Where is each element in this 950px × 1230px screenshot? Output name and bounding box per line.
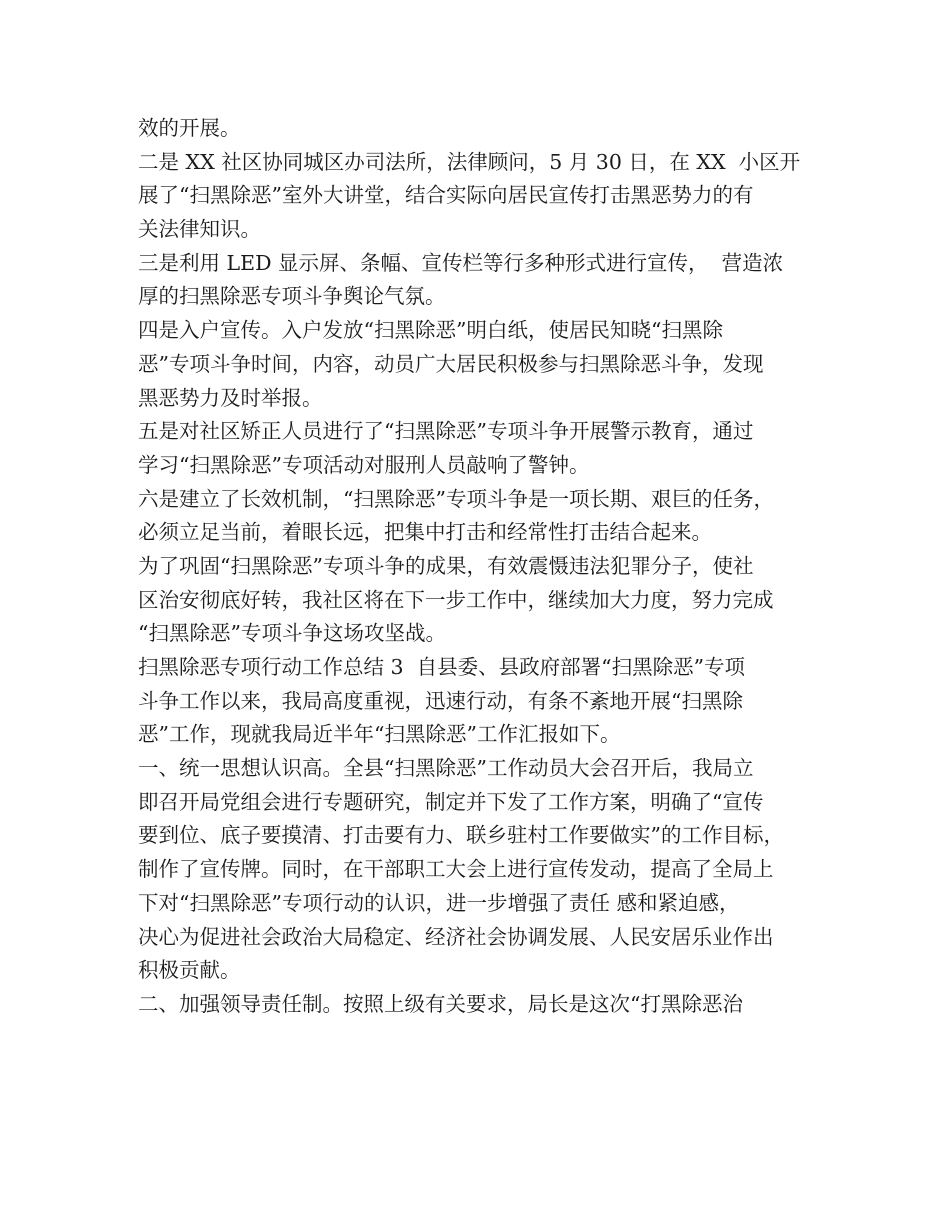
text-line: 三是利用 LED 显示屏、条幅、宣传栏等行多种形式进行宣传， 营造浓 bbox=[138, 250, 784, 275]
text-line: 黑恶势力及时举报。 bbox=[138, 385, 323, 410]
text-line: 六是建立了长效机制，“扫黑除恶”专项斗争是一项长期、艰巨的任务， bbox=[138, 486, 774, 511]
text-line: 厚的扫黑除恶专项斗争舆论气氛。 bbox=[138, 284, 446, 309]
text-line: 四是入户宣传。入户发放“扫黑除恶”明白纸，使居民知晓“扫黑除 bbox=[138, 318, 723, 343]
text-line: 展了“扫黑除恶”室外大讲堂，结合实际向居民宣传打击黑恶势力的有 bbox=[138, 183, 754, 208]
text-line: 区治安彻底好转，我社区将在下一步工作中，继续加大力度，努力完成 bbox=[138, 587, 774, 612]
text-line: 下对“扫黑除恶”专项行动的认识，进一步增强了责任 感和紧迫感， bbox=[138, 890, 740, 915]
text-line: 必须立足当前，着眼长远，把集中打击和经常性打击结合起来。 bbox=[138, 520, 712, 545]
text-line: 二是 XX 社区协同城区办司法所，法律顾问，5 月 30 日，在 XX 小区开 bbox=[138, 149, 801, 174]
text-line: 斗争工作以来，我局高度重视，迅速行动，有条不紊地开展“扫黑除 bbox=[138, 688, 743, 713]
text-line: 制作了宣传牌。同时，在干部职工大会上进行宣传发动，提高了全局上 bbox=[138, 857, 774, 882]
text-line: 五是对社区矫正人员进行了“扫黑除恶”专项斗争开展警示教育，通过 bbox=[138, 419, 754, 444]
text-line: 效的开展。 bbox=[138, 116, 241, 140]
document-body bbox=[138, 112, 828, 1022]
text-line: 积极贡献。 bbox=[138, 958, 241, 983]
text-line: 一、统一思想认识高。全县“扫黑除恶”工作动员大会召开后，我局立 bbox=[138, 756, 754, 781]
text-line: 即召开局党组会进行专题研究，制定并下发了工作方案，明确了“宣传 bbox=[138, 789, 764, 814]
text-line: 恶”专项斗争时间，内容，动员广大居民积极参与扫黑除恶斗争，发现 bbox=[138, 351, 764, 376]
text-line: 要到位、底子要摸清、打击要有力、联乡驻村工作要做实”的工作目标， bbox=[138, 823, 784, 848]
text-line: 关法律知识。 bbox=[138, 217, 261, 242]
text-line: 学习“扫黑除恶”专项活动对服刑人员敲响了警钟。 bbox=[138, 452, 590, 477]
text-line: 扫黑除恶专项行动工作总结 3 自县委、县政府部署“扫黑除恶”专项 bbox=[138, 655, 746, 679]
text-line: 恶”工作，现就我局近半年“扫黑除恶”工作汇报如下。 bbox=[138, 722, 621, 747]
text-line: 二、加强领导责任制。按照上级有关要求，局长是这次“打黑除恶治 bbox=[138, 991, 743, 1016]
text-line: 为了巩固“扫黑除恶”专项斗争的成果，有效震慑违法犯罪分子，使社 bbox=[138, 553, 754, 578]
text-line: 决心为促进社会政治大局稳定、经济社会协调发展、人民安居乐业作出 bbox=[138, 924, 774, 949]
text-line: “扫黑除恶”专项斗争这场攻坚战。 bbox=[138, 621, 446, 646]
